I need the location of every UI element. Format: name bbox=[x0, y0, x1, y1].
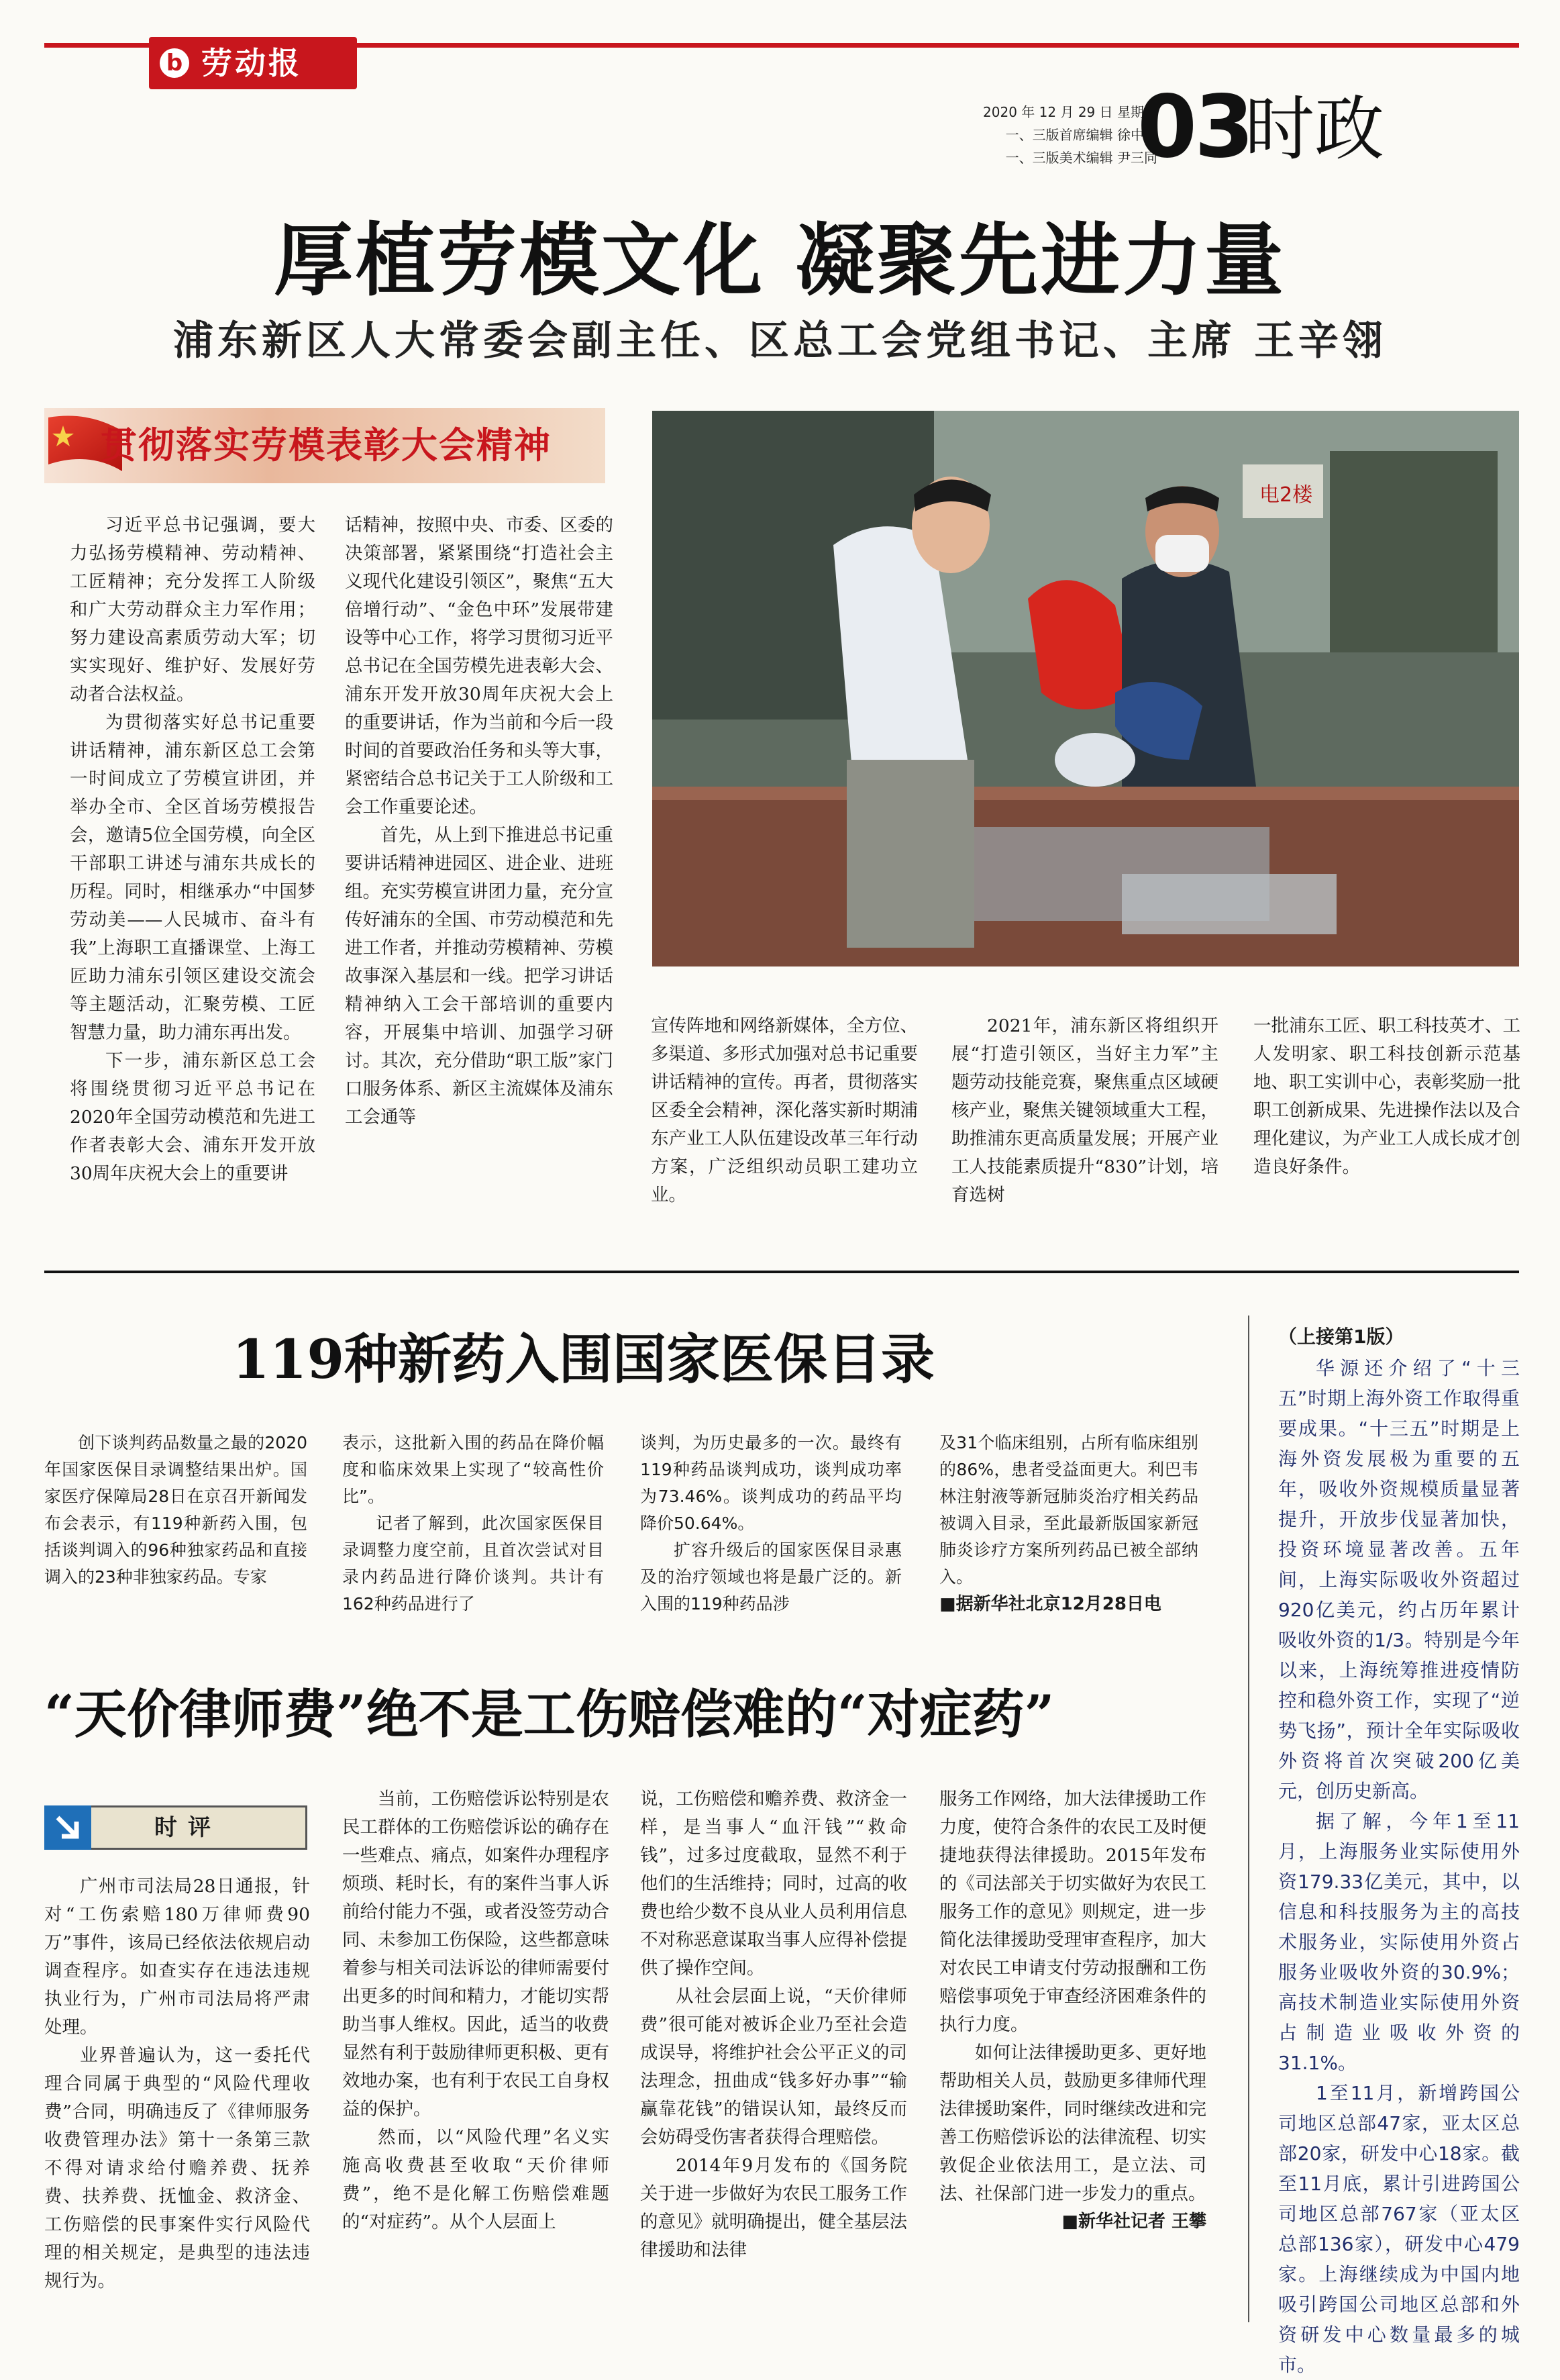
story3-column-4 bbox=[939, 1785, 1206, 2235]
paragraph: 当前，工伤赔偿诉讼特别是农民工群体的工伤赔偿诉讼的确存在一些难点、痛点，如案件办理程序烦琐、耗时长，有的案件当事人诉前给付能力不强，或者没签劳动合同、未参加工伤保险，这些都意味着参与相关司法诉讼的律师需要付出更多的时间和精力，才能切实帮助当事人维权。因此，适当的收费显然有利于鼓励律师更积极、更有效地办案，也有利于农民工自身权益的保护。 bbox=[342, 1789, 609, 2120]
paragraph: 话精神，按照中央、市委、区委的决策部署，紧紧围绕“打造社会主义现代化建设引领区”，聚焦“五大倍增行动”、“金色中环”发展带建设等中心工作，将学习贯彻习近平总书记在全国劳模先进表彰大会、浦东开发开放30周年庆祝大会上的重要讲话，作为当前和今后一段时间的首要政治任务和头等大事，紧密结合总书记关于工人阶级和工会工作重要论述。 bbox=[345, 515, 613, 817]
paragraph: 谈判，为历史最多的一次。最终有119种药品谈判成功，谈判成功率为73.46%。谈判成功的药品平均降价50.64%。 bbox=[640, 1433, 902, 1533]
paragraph: 首先，从上到下推进总书记重要讲话精神进园区、进企业、进班组。充实劳模宣讲团力量，充分宣传好浦东的全国、市劳动模范和先进工作者，并推动劳模精神、劳模故事深入基层和一线。把学习讲话精神纳入工会干部培训的重要内容，开展集中培训、加强学习研讨。其次，充分借助“职工版”家门口服务体系、新区主流媒体及浦东工会通等 bbox=[345, 825, 613, 1128]
section-divider bbox=[44, 1271, 1519, 1273]
paragraph: 服务工作网络，加大法律援助工作力度，使符合条件的农民工及时便捷地获得法律援助。2015年发布的《司法部关于切实做好为农民工服务工作的意见》则规定，进一步简化法律援助受理审查程序，加大对农民工申请支付劳动报酬和工伤赔偿事项免于审查经济困难条件的执行力度。 bbox=[939, 1789, 1206, 2035]
lead-column-1 bbox=[70, 511, 315, 1188]
arrow-icon bbox=[44, 1805, 91, 1850]
page-number: 03 bbox=[1137, 77, 1252, 177]
paragraph: 然而，以“风险代理”名义实施高收费甚至收取“天价律师费”，绝不是化解工伤赔偿难题的“对症药”。从个人层面上 bbox=[342, 2127, 609, 2232]
paragraph: 据了解，今年1至11月，上海服务业实际使用外资179.33亿美元，其中，以信息和科技服务为主的高技术服务业，实际使用外资占服务业吸收外资的30.9%；高技术制造业实际使用外资占制造业吸收外资的31.1%。 bbox=[1278, 1810, 1520, 2074]
logo-text: 劳动报 bbox=[201, 45, 302, 81]
factory-visit-photo bbox=[652, 411, 1519, 966]
paragraph: 华源还介绍了“十三五”时期上海外资工作取得重要成果。“十三五”时期是上海外资发展极为重要的五年，吸收外资规模质量显著提升，开放步伐显著加快，投资环境显著改善。五年间，上海实际吸收外资超过920亿美元，约占历年累计吸收外资的1/3。特别是今年以来，上海统筹推进疫情防控和稳外资工作，实现了“逆势飞扬”，预计全年实际吸收外资将首次突破200亿美元，创历史新高。 bbox=[1278, 1357, 1520, 1802]
continued-column bbox=[1278, 1353, 1520, 2380]
story3-column-2 bbox=[342, 1785, 609, 2236]
story2-column-1 bbox=[44, 1430, 307, 1591]
paragraph: 说，工伤赔偿和赡养费、救济金一样，是当事人“血汗钱”“救命钱”，过多过度截取，显然不利于他们的生活维持；同时，过高的收费也给少数不良从业人员利用信息不对称恶意谋取当事人应得补偿提供了操作空间。 bbox=[640, 1789, 907, 1979]
chief-editor: 一、三版首席编辑 徐中迅 bbox=[1005, 127, 1157, 143]
paragraph: 2021年，浦东新区将组织开展“打造引领区，当好主力军”主题劳动技能竞赛，聚焦重点区域硬核产业，聚焦关键领域重大工程，助推浦东更高质量发展；开展产业工人技能素质提升“830”计划，培育选树 bbox=[951, 1015, 1218, 1205]
lead-column-4 bbox=[951, 1012, 1218, 1209]
continued-label: （上接第1版） bbox=[1278, 1326, 1404, 1348]
paragraph: 下一步，浦东新区总工会将围绕贯彻习近平总书记在2020年全国劳动模范和先进工作者表彰大会、浦东开发开放30周年庆祝大会上的重要讲 bbox=[70, 1050, 315, 1184]
paragraph: 如何让法律援助更多、更好地帮助相关人员，鼓励更多律师代理法律援助案件，同时继续改进和完善工伤赔偿诉讼的法律流程、切实敦促企业依法用工，是立法、司法、社保部门进一步发力的重点。 bbox=[939, 2042, 1206, 2204]
paragraph: 广州市司法局28日通报，针对“工伤索赔180万律师费90万”事件，该局已经依法依规启动调查程序。如查实存在违法违规执业行为，广州市司法局将严肃处理。 bbox=[44, 1876, 310, 2038]
paragraph: 1至11月，新增跨国公司地区总部47家，亚太区总部20家，研发中心18家。截至11月底，累计引进跨国公司地区总部767家（亚太区总部136家），研发中心479家。上海继续成为中国内地吸引跨国公司地区总部和外资研发中心数量最多的城市。 bbox=[1278, 2082, 1520, 2376]
issue-date: 2020 年 12 月 29 日 星期二 bbox=[983, 104, 1157, 120]
story2-column-2 bbox=[342, 1430, 604, 1618]
issue-meta bbox=[983, 101, 1157, 169]
paragraph: 习近平总书记强调，要大力弘扬劳模精神、劳动精神、工匠精神；充分发挥工人阶级和广大劳动群众主力军作用；努力建设高素质劳动大军；切实实现好、维护好、发展好劳动者合法权益。 bbox=[70, 515, 315, 705]
commentary-tag-label: 时评 bbox=[154, 1814, 221, 1841]
paragraph: 扩容升级后的国家医保目录惠及的治疗领域也将是最广泛的。新入围的119种药品涉 bbox=[640, 1540, 902, 1614]
story2-source: ■据新华社北京12月28日电 bbox=[939, 1594, 1161, 1614]
column-rule bbox=[1248, 1316, 1249, 2322]
paragraph: 创下谈判药品数量之最的2020年国家医保目录调整结果出炉。国家医疗保障局28日在京召开新闻发布会表示，有119种新药入围，包括谈判调入的96种独家药品和直接调入的23种非独家药品。专家 bbox=[44, 1433, 307, 1587]
story2-headline: 119种新药入围国家医保目录 bbox=[232, 1328, 935, 1391]
topic-banner-text: 贯彻落实劳模表彰大会精神 bbox=[101, 424, 552, 466]
art-editor: 一、三版美术编辑 尹三同 bbox=[1005, 150, 1157, 166]
story3-column-3 bbox=[640, 1785, 907, 2265]
paragraph: 及31个临床组别，占所有临床组别的86%，患者受益面更大。利巴韦林注射液等新冠肺炎治疗相关药品被调入目录，至此最新版国家新冠肺炎诊疗方案所列药品已被全部纳入。 bbox=[939, 1433, 1198, 1587]
paragraph: 业界普遍认为，这一委托代理合同属于典型的“风险代理收费”合同，明确违反了《律师服务收费管理办法》第十一条第三款不得对请求给付赡养费、抚养费、扶养费、抚恤金、救济金、工伤赔偿的民事案件实行风险代理的相关规定，是典型的违法违规行为。 bbox=[44, 2045, 310, 2291]
wall-sign-text: 电2楼 bbox=[1259, 483, 1313, 507]
lead-byline: 浦东新区人大常委会副主任、区总工会党组书记、主席 王辛翎 bbox=[173, 317, 1387, 364]
paragraph: 表示，这批新入围的药品在降价幅度和临床效果上实现了“较高性价比”。 bbox=[342, 1433, 604, 1506]
logo-b-icon: b bbox=[160, 48, 189, 78]
story2-column-4 bbox=[939, 1430, 1198, 1618]
story3-column-1 bbox=[44, 1873, 310, 2295]
lead-headline: 厚植劳模文化 凝聚先进力量 bbox=[273, 213, 1287, 307]
section-title: 时政 bbox=[1245, 88, 1385, 170]
paragraph: 记者了解到，此次国家医保目录调整力度空前，且首次尝试对目录内药品进行降价谈判。共计有162种药品进行了 bbox=[342, 1514, 604, 1614]
lead-column-5 bbox=[1253, 1012, 1520, 1181]
lead-column-2 bbox=[345, 511, 613, 1132]
story3-headline: “天价律师费”绝不是工伤赔偿难的“对症药” bbox=[44, 1684, 1055, 1745]
paragraph: 从社会层面上说，“天价律师费”很可能对被诉企业乃至社会造成误导，将维护社会公平正义的司法理念，扭曲成“钱多好办事”“输赢靠花钱”的错误认知，最终反而会妨碍受伤害者获得合理赔偿。 bbox=[640, 1986, 907, 2148]
lead-column-3 bbox=[651, 1012, 918, 1209]
paragraph: 宣传阵地和网络新媒体，全方位、多渠道、多形式加强对总书记重要讲话精神的宣传。再者，贯彻落实区委全会精神，深化落实新时期浦东产业工人队伍建设改革三年行动方案，广泛组织动员职工建功立业。 bbox=[651, 1015, 918, 1205]
story2-column-3 bbox=[640, 1430, 902, 1618]
paragraph: 一批浦东工匠、职工科技英才、工人发明家、职工科技创新示范基地、职工实训中心，表彰奖励一批职工创新成果、先进操作法以及合理化建议，为产业工人成长成才创造良好条件。 bbox=[1253, 1015, 1520, 1177]
story3-source: ■新华社记者 王攀 bbox=[1061, 2212, 1206, 2232]
paragraph: 为贯彻落实好总书记重要讲话精神，浦东新区总工会第一时间成立了劳模宣讲团，并举办全市、全区首场劳模报告会，邀请5位全国劳模，向全区干部职工讲述与浦东共成长的历程。同时，相继承办“中国梦 劳动美——人民城市、奋斗有我”上海职工直播课堂、上海工匠助力浦东引领区建设交流会等主题活动，汇聚劳模、工匠智慧力量，助力浦东再出发。 bbox=[70, 712, 315, 1043]
paragraph: 2014年9月发布的《国务院关于进一步做好为农民工服务工作的意见》就明确提出，健全基层法律援助和法律 bbox=[640, 2155, 907, 2261]
lead-photo[interactable] bbox=[652, 411, 1519, 966]
